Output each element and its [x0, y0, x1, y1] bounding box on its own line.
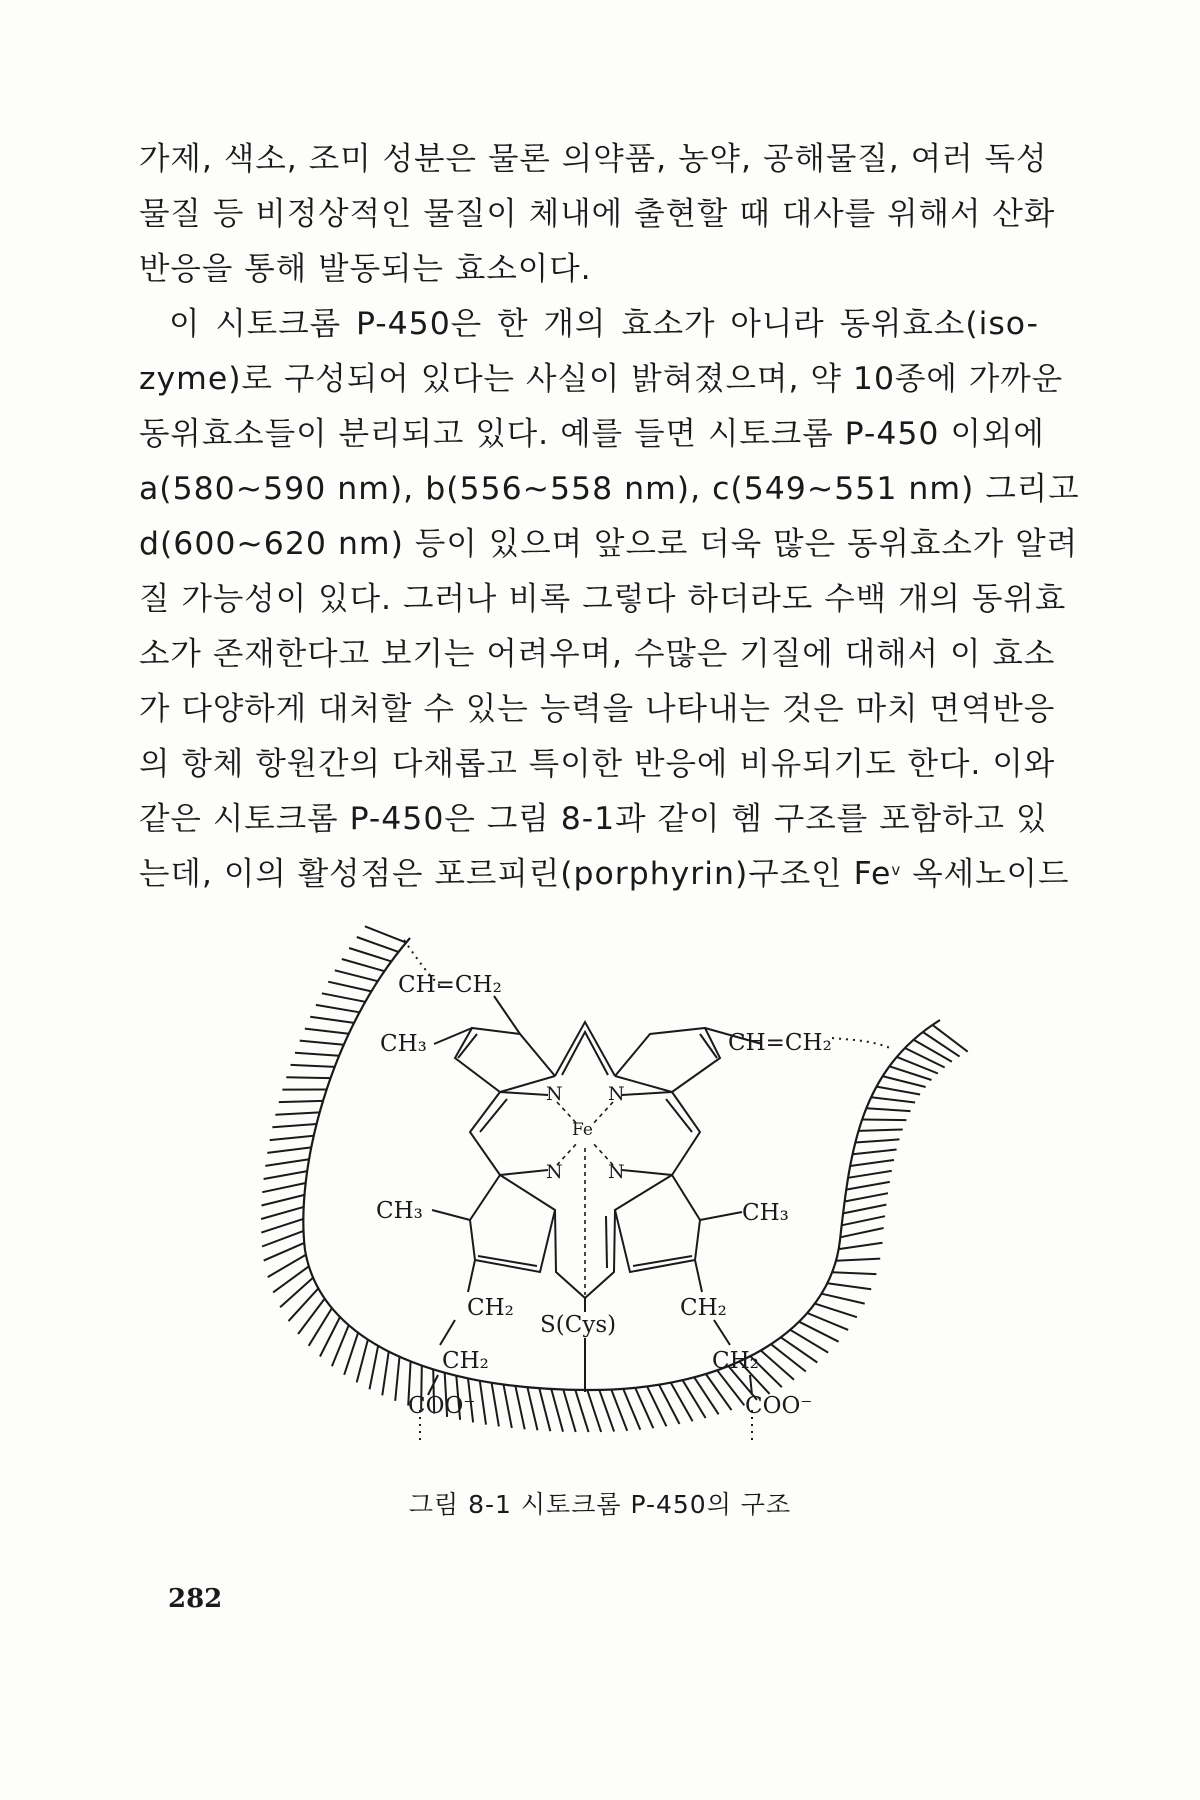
hatch-mark [344, 1333, 358, 1375]
hatch-mark [846, 1182, 890, 1190]
body-line: 이 시토크롬 P-450은 한 개의 효소가 아니라 동위효소(iso- [169, 306, 1039, 342]
hatch-mark [264, 1243, 305, 1261]
hatch-mark [289, 1288, 319, 1321]
fe-label: Fe [572, 1120, 593, 1140]
last-line-prefix: 는데, 이의 활성점은 포르피린(porphyrin)구조인 Fe [139, 856, 892, 892]
hatch-mark [262, 1183, 305, 1192]
hatch-mark [527, 1387, 537, 1430]
cytochrome-p450-diagram [0, 920, 1200, 1480]
hatch-mark [563, 1390, 575, 1433]
hatch-mark [492, 1383, 499, 1427]
hatch-mark [267, 1147, 311, 1153]
hatch-mark [832, 1272, 876, 1274]
body-line-last [139, 847, 1070, 902]
hatch-mark [761, 1351, 794, 1380]
hatch-mark [328, 982, 371, 992]
hatch-mark [272, 1124, 316, 1127]
hatch-mark [262, 1195, 305, 1206]
hatch-mark [855, 1139, 899, 1142]
hatch-mark [357, 1340, 368, 1383]
hatch-mark [480, 1381, 486, 1425]
body-line: 질 가능성이 있다. 그러나 비록 그렇다 하더라도 수백 개의 동위효 [139, 581, 1067, 617]
hatch-mark [923, 1032, 960, 1057]
ch2-right-2-label: CH₂ [712, 1348, 759, 1374]
hatch-mark [382, 1352, 388, 1396]
porphyrin-ring [455, 1022, 720, 1298]
figure-caption: 그림 8-1 시토크롬 P-450의 구조 [408, 1490, 792, 1519]
n1-label: N [546, 1083, 563, 1105]
fe-superscript: v [891, 861, 902, 879]
hatch-mark [357, 937, 399, 952]
page-number: 282 [168, 1584, 223, 1614]
hatch-mark [815, 1304, 857, 1318]
body-line: a(580~590 nm), b(556~558 nm), c(549~551 nm) 그리고 [139, 471, 1080, 507]
hatch-mark [280, 1278, 313, 1308]
hatch-mark [305, 1029, 349, 1034]
vinyl-left-label: CH=CH₂ [398, 972, 502, 998]
body-line: 반응을 통해 발동되는 효소이다. [139, 251, 592, 287]
hatch-mark [270, 1136, 314, 1140]
coo-right-label: COO⁻ [745, 1393, 813, 1419]
hatch-mark [822, 1294, 865, 1304]
hatch-mark [914, 1040, 952, 1062]
hatch-mark [310, 1017, 354, 1023]
hatch-mark [261, 1219, 303, 1233]
hatch-mark [706, 1374, 732, 1410]
hatch-mark [295, 1053, 339, 1056]
hatch-mark [871, 1097, 915, 1102]
hatch-mark [883, 1076, 926, 1087]
hatch-mark [717, 1370, 744, 1405]
body-line: 가제, 색소, 조미 성분은 물론 의약품, 농약, 공해물질, 여러 독성 [139, 141, 1048, 177]
body-line: 가 다양하게 대처할 수 있는 능력을 나타내는 것은 마치 면역반응 [139, 691, 1056, 727]
hatch-mark [842, 1216, 885, 1225]
body-line: 동위효소들이 분리되고 있다. 예를 들면 시토크롬 P-450 이외에 [139, 416, 1045, 452]
hatch-mark [300, 1041, 344, 1045]
hatch-mark [839, 1243, 883, 1249]
hatch-mark [694, 1377, 718, 1414]
hatch-mark [859, 1130, 903, 1131]
hatch-mark [332, 1325, 349, 1366]
scys-label: S(Cys) [540, 1312, 617, 1338]
hatch-mark [840, 1228, 883, 1237]
hatch-mark [265, 1159, 309, 1166]
hatch-mark [551, 1389, 563, 1432]
methyl-lower-left-label: CH₃ [376, 1198, 423, 1224]
vinyl-right-label: CH=CH₂ [728, 1030, 832, 1056]
n3-label: N [546, 1161, 563, 1183]
hatch-mark [262, 1231, 303, 1247]
hatch-mark [905, 1048, 945, 1068]
hatch-mark [866, 1108, 910, 1111]
hatch-mark [365, 926, 406, 942]
hatch-mark [539, 1388, 550, 1431]
hatch-mark [827, 1283, 871, 1289]
body-line: 소가 존재한다고 보기는 어려우며, 수많은 기질에 대해서 이 효소 [139, 636, 1056, 672]
hatch-mark [848, 1171, 892, 1178]
hatch-mark [836, 1259, 880, 1261]
methyl-lower-right-label: CH₃ [742, 1200, 789, 1226]
last-line-suffix: 옥세노이드 [901, 856, 1070, 892]
hatch-mark [843, 1205, 886, 1214]
hatch-mark [349, 948, 391, 961]
n2-label: N [608, 1083, 625, 1105]
hatch-mark [587, 1390, 601, 1432]
body-line: 의 항체 항원간의 다채롭고 특이한 반응에 비유되기도 한다. 이와 [139, 746, 1056, 782]
hatch-mark [933, 1025, 968, 1052]
body-line: zyme)로 구성되어 있다는 사실이 밝혀졌으며, 약 10종에 가까운 [139, 361, 1064, 397]
body-line: d(600~620 nm) 등이 있으며 앞으로 더욱 많은 동위효소가 알려 [139, 526, 1079, 562]
hatch-mark [286, 1077, 330, 1078]
hatch-mark [322, 993, 366, 1002]
body-text [139, 132, 1080, 902]
hatch-mark [611, 1390, 627, 1431]
hatch-mark [771, 1344, 806, 1371]
hatch-mark [342, 959, 385, 971]
hatch-mark [877, 1087, 921, 1095]
hatch-mark [862, 1120, 906, 1121]
hatch-mark [807, 1313, 848, 1330]
hatch-mark [575, 1390, 588, 1432]
hatch-mark [504, 1385, 512, 1429]
hatch-mark [781, 1337, 818, 1362]
n4-label: N [608, 1161, 625, 1183]
methyl-upper-left-label: CH₃ [380, 1031, 427, 1057]
hatch-mark [845, 1193, 888, 1201]
hatch-mark [261, 1207, 304, 1219]
hatch-mark [853, 1150, 897, 1155]
coo-left-label: COO⁻ [408, 1393, 476, 1419]
hatch-mark [279, 1101, 323, 1102]
hatch-mark [395, 1357, 399, 1401]
body-line: 물질 등 비정상적인 물질이 체내에 출현할 때 대사를 위해서 산화 [139, 196, 1056, 232]
body-line: 같은 시토크롬 P-450은 그림 8-1과 같이 헴 구조를 포함하고 있 [139, 801, 1048, 837]
hatch-mark [275, 1112, 319, 1114]
hatch-mark [335, 970, 378, 981]
hatch-mark [298, 1299, 325, 1334]
hatch-mark [850, 1160, 894, 1166]
hatch-mark [291, 1065, 335, 1067]
hatch-mark [316, 1005, 360, 1012]
hatch-mark [264, 1171, 308, 1179]
hatch-mark [515, 1386, 524, 1429]
ch2-left-2-label: CH₂ [442, 1348, 489, 1374]
ch2-right-1-label: CH₂ [680, 1295, 727, 1321]
hatch-mark [683, 1380, 706, 1418]
ch2-left-1-label: CH₂ [467, 1295, 514, 1321]
hatch-mark [370, 1346, 379, 1389]
hatch-mark [599, 1390, 614, 1432]
